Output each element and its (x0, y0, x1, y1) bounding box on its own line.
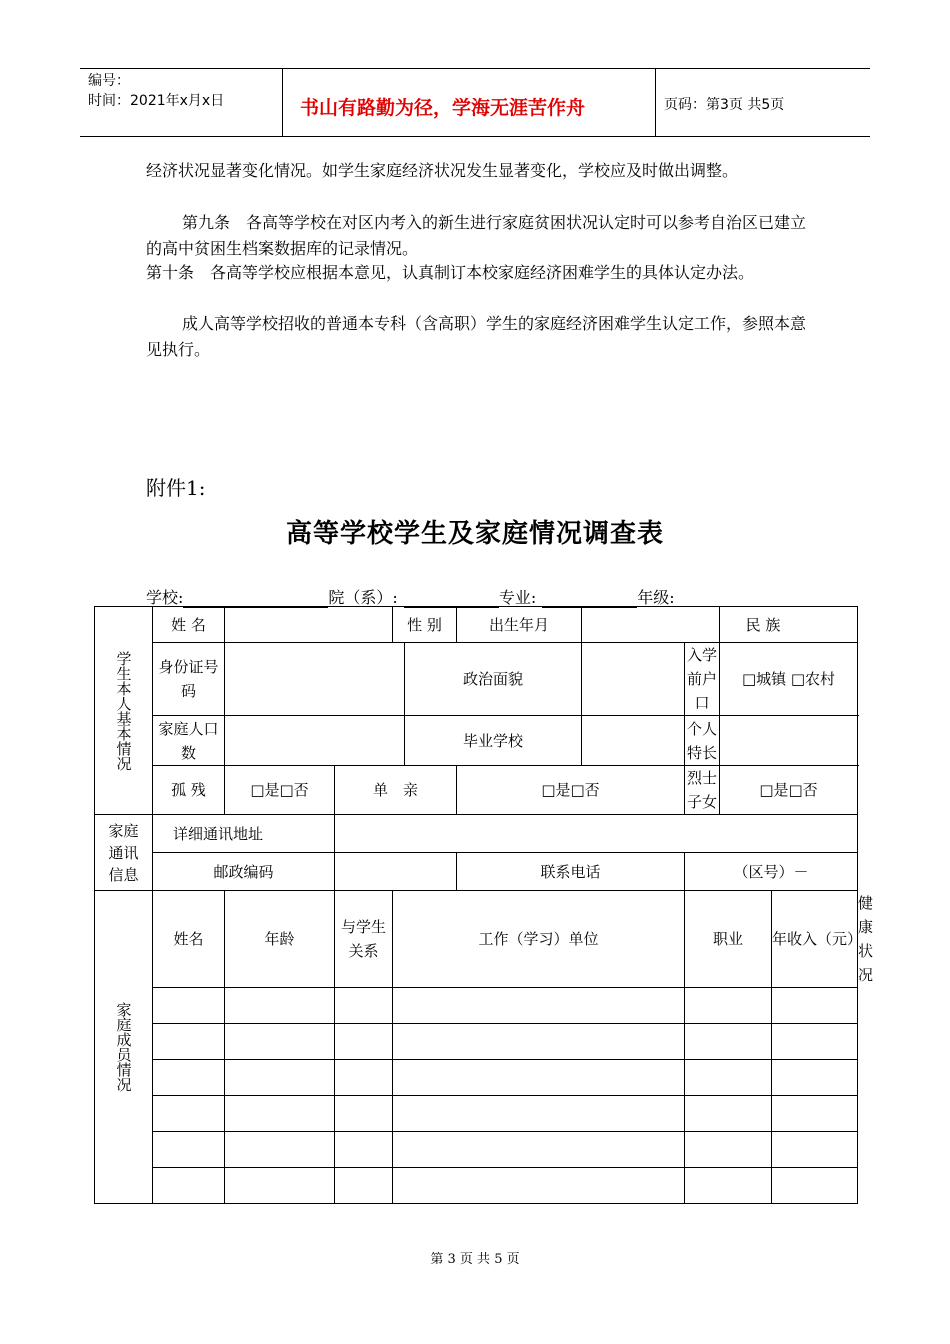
header-motto: 书山有路勤为径，学海无涯苦作舟 (300, 97, 586, 119)
member-income-cell[interactable] (772, 1024, 858, 1060)
col-job: 职业 (685, 891, 772, 988)
member-relation-cell[interactable] (335, 1024, 393, 1060)
address-cell[interactable] (335, 815, 858, 853)
paragraph-article-9: 第九条 各高等学校在对区内考入的新生进行家庭贫困状况认定时可以参考自治区已建立的高中贫困生档案数据库的记录情况。 (146, 213, 807, 258)
col-relation: 与学生关系 (335, 891, 393, 988)
section-family-contact-label: 家庭通讯信息 (108, 821, 139, 884)
member-age-cell[interactable] (225, 1096, 335, 1132)
section-family-contact (95, 815, 153, 891)
political-cell[interactable] (582, 643, 685, 716)
member-age-cell[interactable] (225, 1168, 335, 1204)
member-income-cell[interactable] (772, 1096, 858, 1132)
survey-table: 学生本人基本情况 姓 名 性 别 出生年月 民 族 身份证号码 政治面貌 入学前户口 □城镇 □农村 家庭人口数 毕业学校 个人特长 孤 残 □是□否 单 亲 □是□否 烈士子女 □是□否 家庭通讯信息 详细通讯地址 邮政编码 联系电话 （区号）－ 家庭成员情况 姓名 年龄 与学生关系 工作（学习）单位 职业 年收入（元） 健康状况 (94, 606, 858, 1204)
member-relation-cell[interactable] (335, 1096, 393, 1132)
member-job-cell[interactable] (685, 1096, 772, 1132)
section-student-info-label: 学生本人基本情况 (114, 650, 133, 771)
table-row (95, 1024, 858, 1060)
school-label: 学校: (146, 588, 184, 607)
member-relation-cell[interactable] (335, 1060, 393, 1096)
member-income-cell[interactable] (772, 1060, 858, 1096)
gender-label: 性 别 (393, 607, 457, 643)
grade-label: 年级: (637, 588, 675, 607)
paragraph: 经济状况显著变化情况。如学生家庭经济状况发生显著变化，学校应及时做出调整。 (146, 161, 739, 180)
header-page-number: 页码：第3页 共5页 (664, 97, 785, 113)
member-name-cell[interactable] (153, 1132, 225, 1168)
birth-cell[interactable] (582, 607, 720, 643)
member-job-cell[interactable] (685, 1024, 772, 1060)
table-row (95, 1060, 858, 1096)
specialty-cell[interactable] (720, 716, 858, 766)
member-work-cell[interactable] (393, 1096, 685, 1132)
member-job-cell[interactable] (685, 1168, 772, 1204)
postcode-cell[interactable] (335, 853, 457, 891)
phone-cell[interactable]: （区号）－ (685, 853, 858, 891)
member-name-cell[interactable] (153, 1168, 225, 1204)
doc-date-label: 时间：2021年x月x日 (88, 93, 225, 109)
member-income-cell[interactable] (772, 1168, 858, 1204)
attachment-label: 附件1: (146, 476, 206, 500)
member-name-cell[interactable] (153, 988, 225, 1024)
member-job-cell[interactable] (685, 1060, 772, 1096)
member-work-cell[interactable] (393, 988, 685, 1024)
hukou-label: 入学前户口 (685, 643, 720, 716)
id-card-cell[interactable] (225, 643, 405, 716)
member-income-cell[interactable] (772, 988, 858, 1024)
member-age-cell[interactable] (225, 1132, 335, 1168)
col-age: 年龄 (225, 891, 335, 988)
table-row (95, 1096, 858, 1132)
grad-school-cell[interactable] (582, 716, 685, 766)
college-label: 院（系）: (328, 588, 398, 607)
table-row (95, 1132, 858, 1168)
name-cell[interactable] (225, 607, 393, 643)
member-relation-cell[interactable] (335, 1132, 393, 1168)
section-family-members (95, 891, 153, 1204)
member-age-cell[interactable] (225, 1024, 335, 1060)
member-relation-cell[interactable] (335, 988, 393, 1024)
household-label: 家庭人口数 (153, 716, 225, 766)
doc-code-label: 编号： (88, 73, 130, 89)
single-parent-yes-no[interactable]: □是□否 (457, 766, 685, 815)
birth-label: 出生年月 (457, 607, 582, 643)
ethnicity-label (720, 607, 858, 643)
household-cell[interactable] (225, 716, 405, 766)
section-student-info (95, 607, 153, 815)
header-top-rule (80, 68, 870, 69)
form-title: 高等学校学生及家庭情况调查表 (285, 519, 664, 549)
single-parent-label: 单 亲 (335, 766, 457, 815)
martyr-yes-no[interactable]: □是□否 (720, 766, 858, 815)
ethnicity-label-text: 民 族 (745, 615, 781, 634)
table-row (95, 988, 858, 1024)
phone-label: 联系电话 (457, 853, 685, 891)
member-income-cell[interactable] (772, 1132, 858, 1168)
martyr-label: 烈士子女 (685, 766, 720, 815)
header-bottom-rule (80, 136, 870, 137)
id-card-label: 身份证号码 (153, 643, 225, 716)
header-divider (655, 68, 656, 136)
member-work-cell[interactable] (393, 1060, 685, 1096)
member-name-cell[interactable] (153, 1096, 225, 1132)
grad-school-label: 毕业学校 (405, 716, 582, 766)
paragraph-article-10: 第十条 各高等学校应根据本意见，认真制订本校家庭经济困难学生的具体认定办法。 (146, 263, 755, 282)
political-label: 政治面貌 (405, 643, 582, 716)
school-info-line (146, 585, 675, 608)
paragraph: 成人高等学校招收的普通本专科（含高职）学生的家庭经济困难学生认定工作，参照本意见执行。 (146, 314, 807, 359)
member-work-cell[interactable] (393, 1132, 685, 1168)
col-name: 姓名 (153, 891, 225, 988)
member-age-cell[interactable] (225, 988, 335, 1024)
name-label: 姓 名 (153, 607, 225, 643)
member-job-cell[interactable] (685, 988, 772, 1024)
col-work: 工作（学习）单位 (393, 891, 685, 988)
member-job-cell[interactable] (685, 1132, 772, 1168)
hukou-options[interactable]: □城镇 □农村 (720, 643, 858, 716)
member-work-cell[interactable] (393, 1168, 685, 1204)
address-label: 详细通讯地址 (153, 815, 335, 853)
header-divider (282, 68, 283, 136)
col-income: 年收入（元） (772, 891, 858, 988)
orphan-label: 孤 残 (153, 766, 225, 815)
member-name-cell[interactable] (153, 1060, 225, 1096)
major-label: 专业: (498, 588, 537, 607)
table-row (95, 1168, 858, 1204)
member-name-cell[interactable] (153, 1024, 225, 1060)
page-footer: 第 3 页 共 5 页 (430, 1252, 520, 1267)
orphan-yes-no[interactable]: □是□否 (225, 766, 335, 815)
postcode-label: 邮政编码 (153, 853, 335, 891)
member-work-cell[interactable] (393, 1024, 685, 1060)
member-relation-cell[interactable] (335, 1168, 393, 1204)
specialty-label: 个人特长 (685, 716, 720, 766)
section-family-members-label: 家庭成员情况 (114, 1002, 133, 1092)
member-age-cell[interactable] (225, 1060, 335, 1096)
